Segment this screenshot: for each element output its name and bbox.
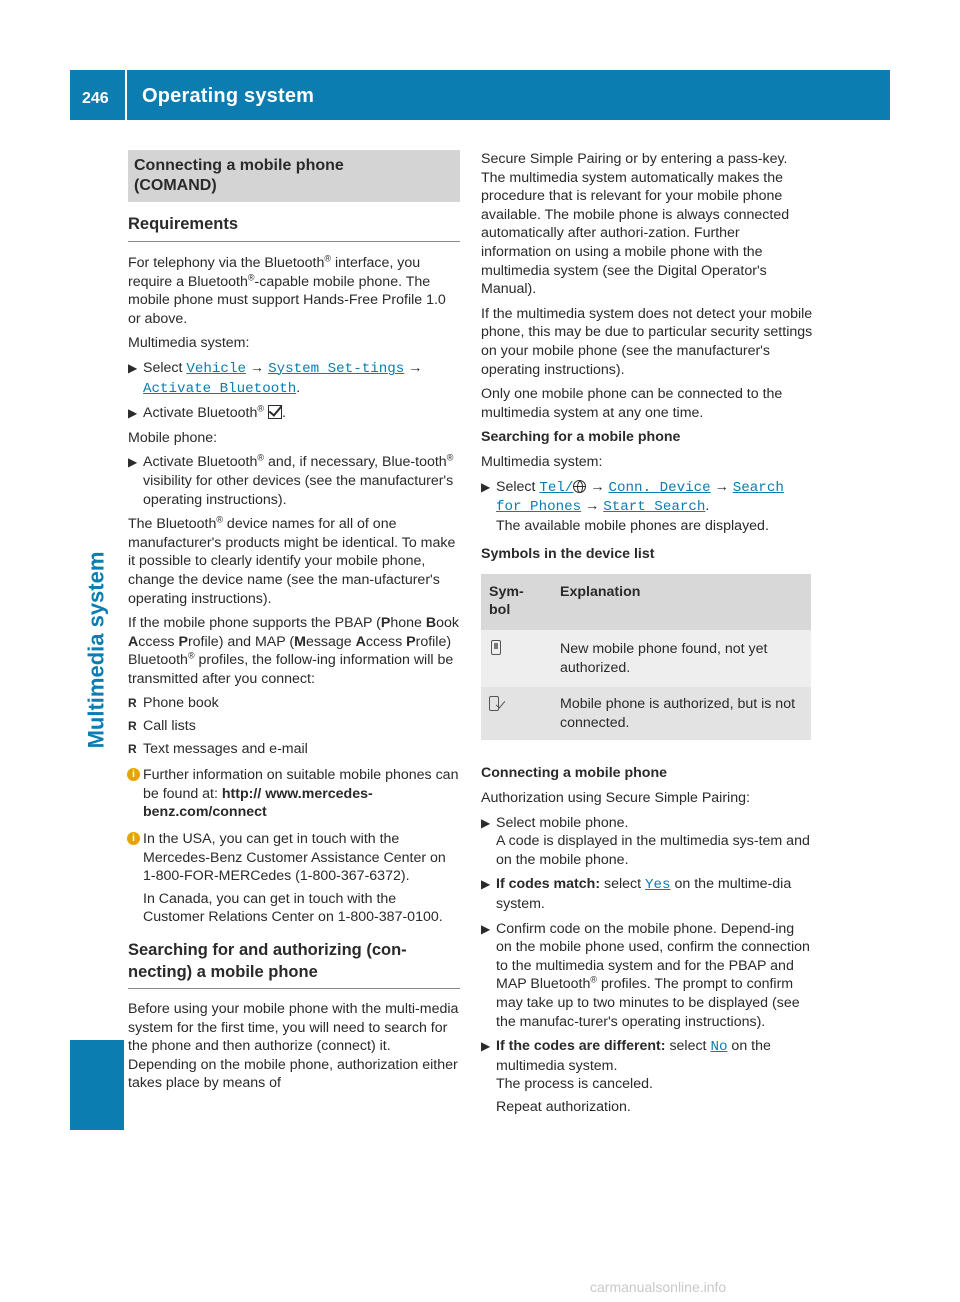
menu-conn-device[interactable]: Conn. Device [608, 479, 711, 496]
info-icon: i [127, 768, 140, 781]
step-arrow-icon: ▶ [481, 1039, 491, 1054]
menu-system-settings[interactable]: System Set‐tings [268, 360, 405, 377]
checkbox-checked-icon [268, 405, 282, 419]
step-select-vehicle: ▶ Select Vehicle → System Set‐tings → Activate Bluetooth. [128, 359, 423, 397]
table-row [481, 687, 811, 740]
list-item: R Text messages and e-mail [128, 740, 308, 757]
multimedia-label: Multimedia system: [128, 335, 250, 352]
step-result: The available mobile phones are displayed. [496, 517, 769, 534]
bullet-icon: R [128, 741, 137, 756]
step-arrow-icon: ▶ [481, 877, 491, 892]
right-column [481, 150, 813, 1123]
table-cell-explanation: Mobile phone is authorized, but is not connected. [552, 687, 811, 740]
left-column [128, 150, 460, 1099]
mobile-phone-label: Mobile phone: [128, 429, 218, 446]
step-select-phone: ▶ Select mobile phone. A code is displayed in the multimedia sys-tem and on the mobile phone. [481, 814, 810, 868]
auth-label: Authorization using Secure Simple Pairing: [481, 790, 750, 807]
device-names-paragraph: The Bluetooth® device names for all of one manufacturer's products might be identical. To make it possible to clearly identify your mobile phone, change the device name (see the man-ufacturer's operating instructions). [128, 514, 456, 607]
menu-vehicle[interactable]: Vehicle [186, 360, 246, 377]
requirements-paragraph: For telephony via the Bluetooth® interface, you require a Bluetooth®-capable mobile phone. The mobile phone must support Hands-Free Profile 1.0 or above. [128, 253, 446, 327]
info-icon: i [127, 832, 140, 845]
option-yes[interactable]: Yes [645, 877, 671, 894]
connect-url[interactable]: http:// www.mercedes-benz.com/connect [143, 785, 373, 821]
pbap-map-paragraph: If the mobile phone supports the PBAP (Phone Book Access Profile) and MAP (Message Access Profile) Bluetooth® profiles, the follow-ing information will be transmitted after you connect: [128, 615, 460, 687]
symbols-heading: Symbols in the device list [481, 546, 655, 563]
section-title-line-2: (COMAND) [134, 177, 217, 194]
info-note-phones: i Further information on suitable mobile phones can be found at: http:// www.mercedes-benz.com/connect [128, 766, 460, 822]
page-title: Operating system [142, 85, 315, 107]
menu-start-search[interactable]: Start Search [603, 499, 706, 516]
list-item: R Call lists [128, 718, 196, 735]
page-number: 246 [82, 90, 109, 107]
step-arrow-icon: ▶ [481, 815, 491, 830]
pairing-paragraph: Secure Simple Pairing or by entering a pass-key. The multimedia system automatically makes the procedure that is relevant for your mobile phone available. The mobile phone is always connected automatically after authori-zation. Further information on using a mobile phone with the multimedia system (see the Digital Operator's Manual). [481, 151, 790, 298]
step-arrow-icon: ▶ [128, 406, 138, 421]
mobile-phone-icon [491, 640, 501, 655]
multimedia-label: Multimedia system: [481, 453, 603, 470]
canada-contact-text: In Canada, you can get in touch with the Customer Relations Center on 1-800-387-0100. [143, 890, 443, 926]
menu-activate-bluetooth[interactable]: Activate Bluetooth [143, 380, 297, 397]
table-header-explanation: Explanation [552, 574, 811, 630]
step-activate-bluetooth: ▶ Activate Bluetooth® . [128, 403, 286, 422]
step-activate-visibility: ▶ Activate Bluetooth® and, if necessary, Blue-tooth® visibility for other devices (see the manufacturer's operating instructions). [128, 452, 454, 508]
menu-tel[interactable]: Tel/ [539, 479, 574, 496]
step-codes-different: ▶ If the codes are different: select No on the multimedia system. The process is canceled. Repeat authorization. [481, 1038, 771, 1115]
section-title-line-1: Connecting a mobile phone [134, 157, 344, 174]
single-phone-paragraph: Only one mobile phone can be connected to the multimedia system at any one time. [481, 386, 783, 421]
table-header-row [481, 574, 811, 630]
detection-paragraph: If the multimedia system does not detect your mobile phone, this may be due to particular security settings on your mobile phone (see the manufacturer's operating instructions). [481, 305, 813, 378]
searching-authorizing-paragraph: Before using your mobile phone with the multi-media system for the first time, you will need to search for the phone and then authorize (connect) it. Depending on the mobile phone, authorization either takes place by means of [128, 1001, 459, 1092]
requirements-heading: Requirements [128, 213, 460, 242]
table-cell-symbol [481, 687, 552, 740]
table-header-symbol: Sym-bol [481, 574, 552, 630]
list-item: R Phone book [128, 695, 219, 712]
mobile-phone-authorized-icon [489, 695, 507, 711]
searching-heading: Searching for a mobile phone [481, 429, 681, 446]
page-header [70, 70, 890, 120]
symbols-table [481, 574, 811, 741]
bullet-icon: R [128, 696, 137, 711]
step-arrow-icon: ▶ [481, 921, 491, 936]
globe-icon [573, 480, 586, 493]
step-arrow-icon: ▶ [481, 479, 491, 494]
usa-contact-text: In the USA, you can get in touch with the Mercedes-Benz Customer Assistance Center on 1-800-FOR-MERCedes (1-800-367-6372). [143, 831, 446, 885]
section-title-box [128, 150, 460, 202]
step-search-phones: ▶ Select Tel/ → Conn. Device → Search for Phones → Start Search. The available mobile phones are displayed. [481, 478, 813, 536]
step-codes-match: ▶ If codes match: select Yes on the multime-dia system. [481, 876, 792, 912]
menu-search-for-phones[interactable]: Search for Phones [496, 479, 784, 516]
connecting-heading: Connecting a mobile phone [481, 765, 668, 782]
chapter-title: Multimedia system [83, 551, 109, 749]
step-arrow-icon: ▶ [128, 455, 138, 470]
option-no[interactable]: No [710, 1039, 728, 1056]
step-confirm-code: ▶ Confirm code on the mobile phone. Depend-ing on the mobile phone used, confirm the connection to the multimedia system and for the PBAP and MAP Bluetooth® profiles. The prompt to confirm may take up to two minutes to be displayed (see the manufac-turer's operating instructions). [481, 920, 810, 1030]
chapter-sidebar [70, 120, 124, 1130]
footer-watermark: carmanualsonline.info [590, 1279, 727, 1295]
table-row [481, 630, 811, 687]
header-divider [125, 70, 127, 120]
bullet-icon: R [128, 719, 137, 734]
info-note-contact [128, 830, 460, 927]
searching-authorizing-heading: Searching for and authorizing (con-necting) a mobile phone [128, 939, 460, 989]
table-cell-symbol [481, 630, 552, 687]
step-arrow-icon: ▶ [128, 360, 138, 375]
table-cell-explanation: New mobile phone found, not yet authorized. [552, 630, 811, 687]
